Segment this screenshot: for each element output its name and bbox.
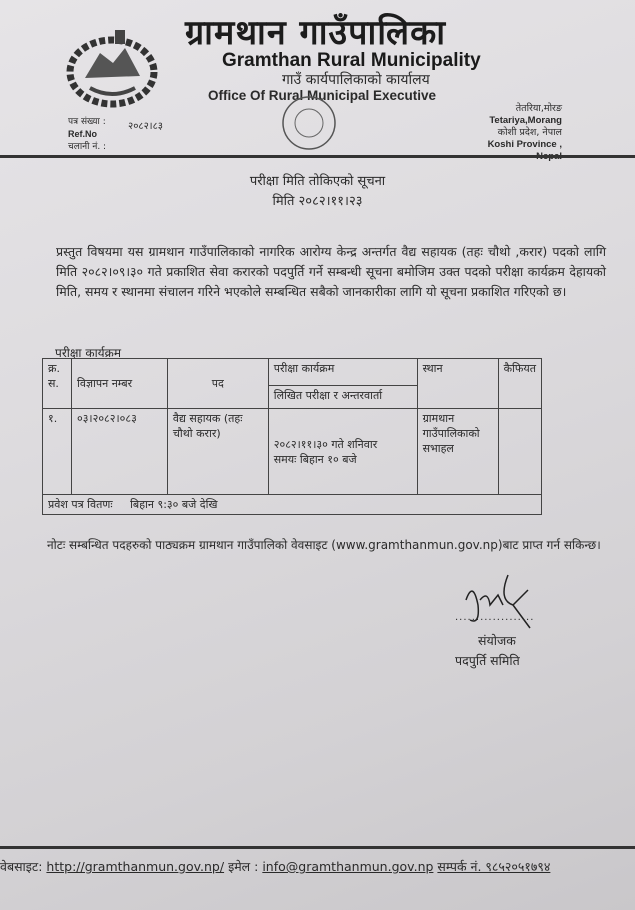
office-name-en: Office Of Rural Municipal Executive <box>208 88 437 103</box>
municipality-name-np: ग्रामथान गाउँपालिका <box>185 13 447 53</box>
header-remarks: कैफियत <box>498 359 541 409</box>
dispatch-label: चलानी नं. : <box>68 142 107 152</box>
ref-label-en: Ref.No <box>68 129 97 139</box>
signatory-committee: पदपुर्ति समिति <box>455 653 520 668</box>
website-link[interactable]: http://gramthanmun.gov.np/ <box>46 859 225 874</box>
ref-label-np: पत्र संख्या : <box>68 117 106 127</box>
cell-date: २०८२।११।३० गते शनिवार <box>273 437 378 451</box>
cell-remarks <box>498 409 541 495</box>
schedule-label: परीक्षा कार्यक्रम <box>55 346 122 360</box>
header-post: पद <box>167 359 268 409</box>
email-link[interactable]: info@gramthanmun.gov.np <box>262 859 434 874</box>
municipality-name-en: Gramthan Rural Municipality <box>222 50 481 71</box>
address-np: तेतरिया,मोरङ <box>515 103 562 114</box>
notice-title: परीक्षा मिति तोकिएको सूचना <box>249 174 386 189</box>
notice-body: प्रस्तुत विषयमा यस ग्रामथान गाउँपालिकाको नागरिक आरोग्य केन्द्र अन्तर्गत वैद्य सहायक (तहः चौथो ,करार) पदको लागि मिति २०८२।०९।३० गते प्रकाशित सेवा करारको पदपुर्ति गर्ने सम्बन्धी सूचना बमोजिम उक्त पदको परीक्षा कार्यक्रम देहायको मिति, समय र स्थानमा संचालन गरिने भएकोले सम्बन्धित सबैको जानकारीका लागि यो सूचना प्रकाशित गरिएको छ। <box>56 244 606 299</box>
address-block <box>462 103 562 163</box>
signature-line: ................... <box>455 612 535 623</box>
province-np: कोशी प्रदेश, नेपाल <box>497 127 562 138</box>
exam-schedule-table <box>42 358 542 515</box>
note-text: नोटः सम्बन्धित पदहरुको पाठ्यक्रम ग्रामथान गाउँपालिको वेवसाइट (www.gramthanmun.gov.np)बाट प्राप्त गर्न सकिन्छ। <box>47 538 601 552</box>
header-sn: क्र. स. <box>43 359 72 409</box>
header-program: परीक्षा कार्यक्रम <box>268 359 417 386</box>
nepal-emblem-logo <box>65 28 160 110</box>
footer-divider <box>0 846 635 849</box>
header-venue: स्थान <box>417 359 498 409</box>
phone-number: सम्पर्क नं. ९८५२०५१७९४ <box>437 859 551 874</box>
reference-block <box>68 116 106 153</box>
table-row <box>43 409 542 495</box>
admit-card-cell <box>43 495 542 515</box>
cell-venue: ग्रामथान गाउँपालिकाको सभाहल <box>417 409 498 495</box>
notice-date: मिति २०८२।११।२३ <box>272 194 363 209</box>
province-en: Koshi Province , <box>487 139 562 150</box>
office-stamp <box>272 93 347 153</box>
cell-time: समयः बिहान १० बजे <box>273 452 357 466</box>
footer-contact <box>0 858 550 875</box>
admit-card-row <box>43 495 542 515</box>
address-en: Tetariya,Morang <box>489 115 562 126</box>
header-program-sub: लिखित परीक्षा र अन्तरवार्ता <box>268 386 417 409</box>
cell-ad-no: ०३।२०८२।०८३ <box>71 409 167 495</box>
admit-value: बिहान ९:३० बजे देखि <box>130 498 218 511</box>
website-label: वेबसाइट: <box>0 859 43 874</box>
cell-post: वैद्य सहायक (तहः चौथो करार) <box>167 409 268 495</box>
email-label: इमेल : <box>228 859 259 874</box>
ref-value: २०८२।८३ <box>128 121 163 132</box>
header-ad-no: विज्ञापन नम्बर <box>71 359 167 409</box>
cell-sn: १. <box>43 409 72 495</box>
header-divider <box>0 155 635 158</box>
office-name-np: गाउँ कार्यपालिकाको कार्यालय <box>282 72 430 88</box>
cell-program <box>268 409 417 495</box>
admit-label: प्रवेश पत्र वितणः <box>48 498 113 511</box>
signatory-role: संयोजक <box>478 633 516 648</box>
table-header-row <box>43 359 542 386</box>
